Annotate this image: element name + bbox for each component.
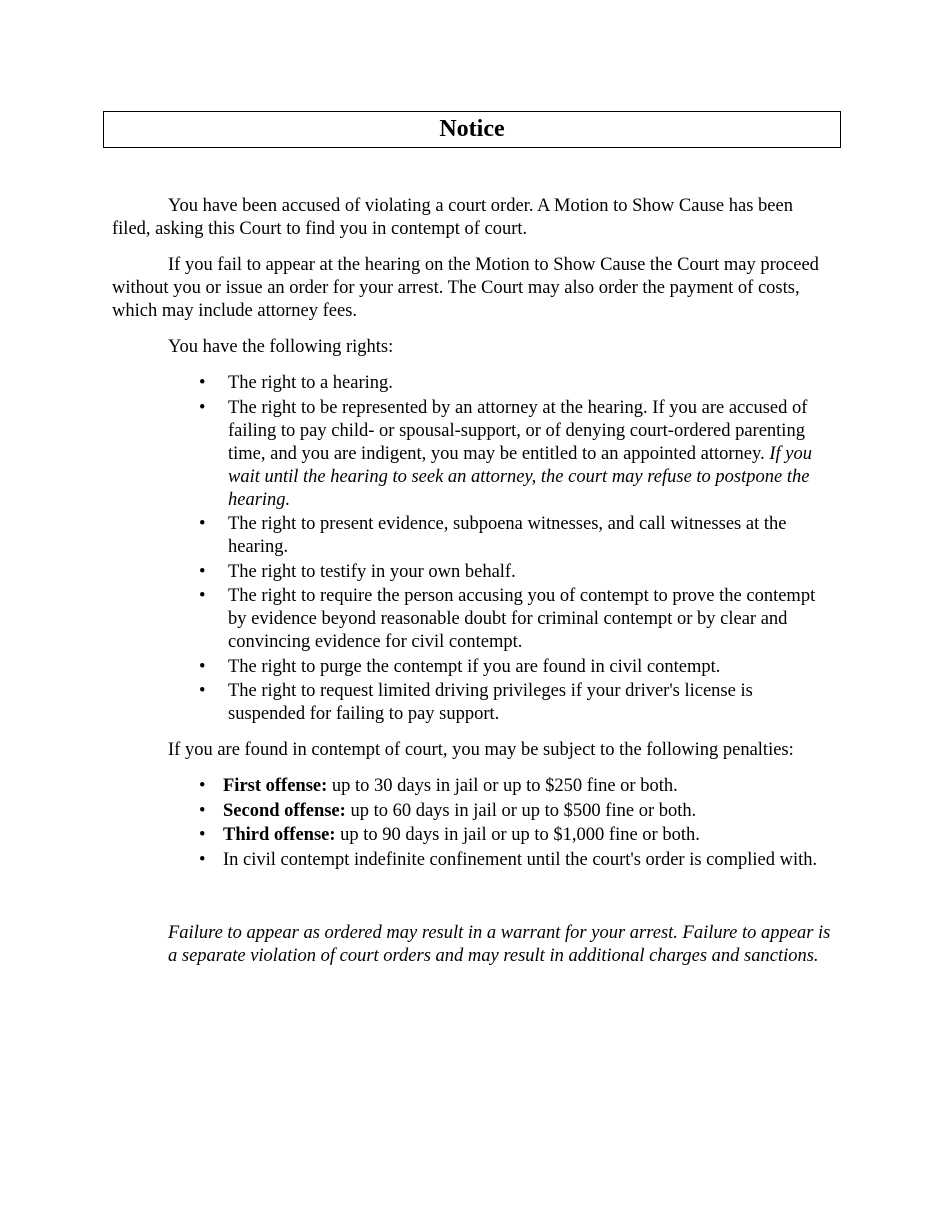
list-item bbox=[112, 397, 832, 512]
right-text: The right to testify in your own behalf. bbox=[228, 561, 516, 582]
list-item bbox=[112, 656, 832, 679]
penalty-label: First offense: bbox=[223, 776, 328, 796]
list-item bbox=[112, 372, 832, 395]
penalty-label: Third offense: bbox=[223, 825, 336, 845]
list-item bbox=[112, 561, 832, 584]
notice-body bbox=[112, 195, 832, 981]
penalty-text: up to 30 days in jail or up to $250 fine or both. bbox=[327, 776, 678, 796]
failure-to-appear-warning: Failure to appear as ordered may result in a warrant for your arrest. Failure to appear is a separate violation of court orders and may result in additional charges and sanctions. bbox=[168, 922, 831, 966]
right-italic-note: If you wait until the hearing to seek an attorney, the court may refuse to postpone the hearing. bbox=[228, 443, 812, 510]
right-text: The right to be represented by an attorney at the hearing. If you are accused of failing to pay child- or spousal-support, or of denying court-ordered parenting time, and you are indigent, you may be entitled to an appointed attorney. bbox=[228, 397, 808, 464]
right-text: The right to purge the contempt if you are found in civil contempt. bbox=[228, 656, 721, 677]
penalty-label: Second offense: bbox=[223, 800, 346, 821]
rights-list bbox=[112, 372, 832, 726]
list-item bbox=[112, 680, 832, 726]
right-text: The right to require the person accusing you of contempt to prove the contempt by evidence beyond reasonable doubt for criminal contempt or by clear and convincing evidence for civil contempt. bbox=[228, 586, 816, 652]
list-item bbox=[112, 824, 832, 847]
notice-title: Notice bbox=[103, 111, 841, 148]
right-text: The right to a hearing. bbox=[228, 373, 393, 393]
penalties-intro: If you are found in contempt of court, you may be subject to the following penalties: bbox=[168, 740, 794, 760]
accused-paragraph: You have been accused of violating a court order. A Motion to Show Cause has been filed, asking this Court to find you in contempt of court. bbox=[112, 196, 793, 239]
list-item bbox=[112, 775, 832, 798]
penalties-list bbox=[112, 775, 832, 872]
list-item bbox=[112, 585, 832, 654]
list-item bbox=[112, 849, 832, 872]
list-item bbox=[112, 513, 832, 559]
list-item bbox=[112, 800, 832, 823]
rights-intro: You have the following rights: bbox=[168, 337, 394, 357]
penalty-text: up to 60 days in jail or up to $500 fine or both. bbox=[345, 800, 697, 821]
fail-to-appear-paragraph: If you fail to appear at the hearing on the Motion to Show Cause the Court may proceed without you or issue an order for your arrest. The Court may also order the payment of costs, which may include attorney fees. bbox=[112, 255, 819, 321]
penalty-text: In civil contempt indefinite confinement until the court's order is complied with. bbox=[223, 849, 818, 870]
right-text: The right to present evidence, subpoena witnesses, and call witnesses at the hearing. bbox=[228, 514, 787, 557]
right-text: The right to request limited driving privileges if your driver's license is suspended for failing to pay support. bbox=[228, 681, 753, 724]
penalty-text: up to 90 days in jail or up to $1,000 fine or both. bbox=[335, 825, 700, 845]
